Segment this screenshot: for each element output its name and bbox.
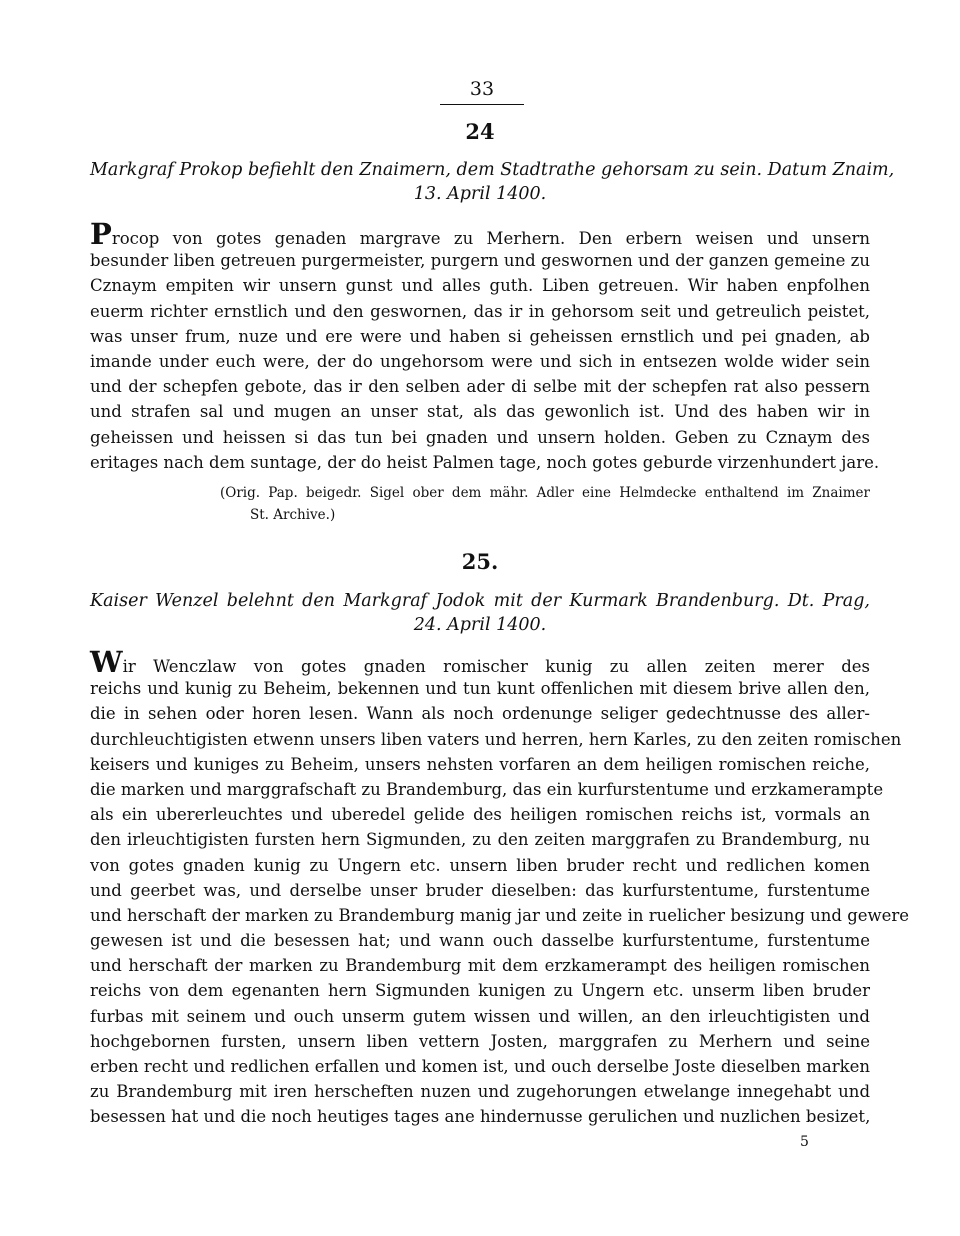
note-line: St. Archive.)	[250, 507, 336, 523]
text-line: die in sehen oder horen lesen. Wann als noch ordenunge seliger gedechtnusse des aller-	[90, 704, 870, 724]
heading-line: Markgraf Prokop befiehlt den Znaimern, dem Stadtrathe gehorsam zu sein. Datum Znaim,	[90, 160, 895, 180]
text-line: und herschaft der marken zu Brandemburg mit dem erzkamerampt des heiligen romischen	[90, 956, 870, 976]
text-line: durchleuchtigisten etwenn unsers liben vaters und herren, hern Karles, zu den zeiten romischen	[90, 729, 902, 749]
text-line: keisers und kuniges zu Beheim, unsers nehsten vorfaren an dem heiligen romischen reiche,	[90, 754, 870, 774]
page-number: 33	[469, 78, 495, 100]
document-heading-24	[90, 158, 895, 206]
text-line: besunder liben getreuen purgermeister, purgern und geswornen und der ganzen gemeine zu	[90, 251, 870, 271]
text-line: Cznaym empiten wir unsern gunst und alles guth. Liben getreuen. Wir haben enpfolhen	[90, 276, 870, 296]
document-number-24: 24	[465, 119, 495, 144]
text-line: erben recht und redlichen erfallen und komen ist, und ouch derselbe Joste dieselben marken	[90, 1057, 870, 1076]
initial-letter: W	[90, 645, 123, 679]
document-body-24	[90, 217, 880, 475]
heading-line: Kaiser Wenzel belehnt den Markgraf Jodok mit der Kurmark Brandenburg. Dt. Prag,	[90, 591, 870, 611]
text-line: und geerbet was, und derselbe unser bruder dieselben: das kurfurstentume, furstentume	[90, 880, 870, 900]
document-number-25: 25.	[461, 549, 499, 574]
document-body-25	[90, 645, 910, 1130]
text-line: gewesen ist und die besessen hat; und wann ouch dasselbe kurfurstentume, furstentume	[90, 931, 870, 951]
document-heading-25	[90, 589, 870, 637]
page-number-rule	[440, 104, 524, 105]
text-line: hochgebornen fursten, unsern liben vettern Josten, marggrafen zu Merhern und seine	[90, 1031, 870, 1051]
text-line: imande under euch were, der do ungehorsom were und sich in entsezen wolde wider sein	[90, 351, 870, 371]
text-line: reichs von dem egenanten hern Sigmunden kunigen zu Ungern etc. unserm liben bruder	[90, 981, 870, 1001]
text-line: besessen hat und die noch heutiges tages ane hindernusse gerulichen und nuzlichen besizet,	[90, 1107, 871, 1127]
heading-line: 13. April 1400.	[413, 184, 547, 204]
text-line: und der schepfen gebote, das ir den selben ader di selbe mit der schepfen rat also pessern	[90, 377, 870, 397]
text-line: ir Wenczlaw von gotes gnaden romischer kunig zu allen zeiten merer des	[122, 657, 870, 676]
text-line: euerm richter ernstlich und den geswornen, das ir in gehorsom seit und getreulich peistet,	[90, 301, 870, 321]
signature-mark: 5	[800, 1134, 809, 1150]
initial-letter: P	[90, 217, 112, 251]
heading-line: 24. April 1400.	[413, 615, 547, 635]
text-line: rocop von gotes genaden margrave zu Merhern. Den erbern weisen und unsern	[111, 229, 870, 248]
text-line: die marken und marggrafschaft zu Brandemburg, das ein kurfurstentume und erzkamerampte	[90, 779, 884, 799]
text-line: den irleuchtigisten fursten hern Sigmunden, zu den zeiten marggrafen zu Brandemburg, nu	[90, 830, 870, 850]
text-line: reichs und kunig zu Beheim, bekennen und tun kunt offenlichen mit diesem brive allen den,	[90, 679, 870, 699]
text-line: was unser frum, nuze und ere were und haben si geheissen ernstlich und pei gnaden, ab	[90, 326, 870, 346]
text-line: furbas mit seinem und ouch unserm gutem wissen und willen, an den irleuchtigisten und	[90, 1006, 870, 1026]
text-line: zu Brandemburg mit iren herscheften nuzen und zugehorungen etwelange innegehabt und	[90, 1082, 870, 1102]
text-line: und strafen sal und mugen an unser stat, als das gewonlich ist. Und des haben wir in	[90, 402, 870, 422]
text-line: und herschaft der marken zu Brandemburg manig jar und zeite in ruelicher besizung und gewere	[90, 905, 910, 925]
source-note-24	[220, 482, 870, 526]
text-line: eritages nach dem suntage, der do heist Palmen tage, noch gotes geburde virzenhundert jare.	[90, 452, 880, 472]
note-line: (Orig. Pap. beigedr. Sigel ober dem mähr. Adler eine Helmdecke enthaltend im Znaimer	[220, 485, 870, 501]
text-line: geheissen und heissen si das tun bei gnaden und unsern holden. Geben zu Cznaym des	[90, 427, 870, 447]
text-line: als ein ubererleuchtes und uberedel gelide des heiligen romischen reichs ist, vormals an	[90, 805, 870, 825]
text-line: von gotes gnaden kunig zu Ungern etc. unsern liben bruder recht und redlichen komen	[90, 855, 870, 875]
